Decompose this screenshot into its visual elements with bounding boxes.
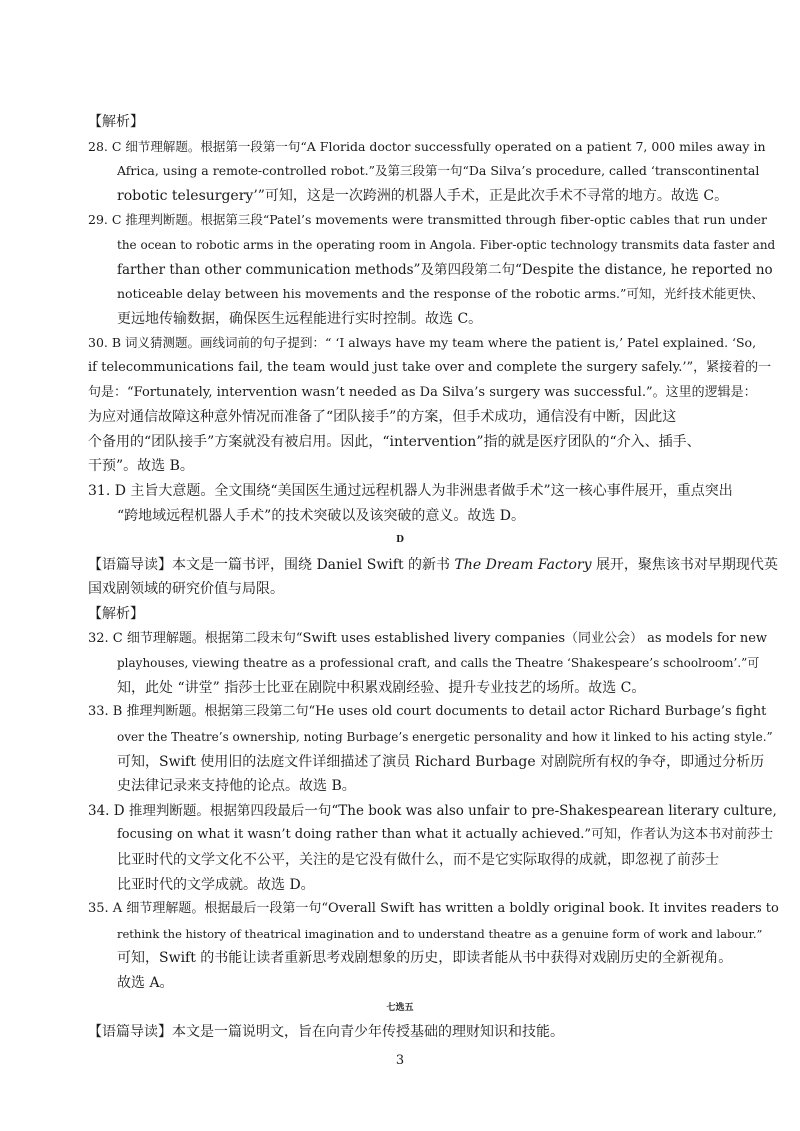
answer-29-line-2: the ocean to robotic arms in the operating room in Angola. Fiber-optic technology transmits data faster and bbox=[117, 238, 776, 252]
answer-31-line-1: 31. D 主旨大意题。全文围绕“美国医生通过远程机器人为非洲患者做手术”这一核心事件展开，重点突出 bbox=[88, 483, 733, 499]
answer-29-line-5: 更远地传输数据，确保医生远程能进行实时控制。故选 C。 bbox=[117, 311, 483, 327]
section-heading-seven-choose-five: 七选五 bbox=[386, 1003, 414, 1013]
section-label-analysis: 【解析】 bbox=[88, 114, 144, 130]
passage-guide-d-text-b: 展开，聚焦该书对早期现代英 bbox=[595, 557, 778, 573]
passage-guide-d-line-1 bbox=[88, 555, 778, 575]
answer-29-line-3: farther than other communication methods”及第四段第二句“Despite the distance, he reported no bbox=[117, 262, 773, 278]
book-title: The Dream Factory bbox=[454, 557, 592, 573]
answer-35-line-4: 故选 A。 bbox=[117, 975, 174, 991]
answer-29-line-1: 29. C 推理判断题。根据第三段“Patel’s movements were transmitted through fiber-optic cables that run under bbox=[88, 212, 767, 227]
answer-30-line-5: 个备用的“团队接手”方案就没有被启用。因此，“intervention”指的就是医疗团队的“介入、插手、 bbox=[88, 434, 701, 450]
answer-30-line-2: if telecommunications fail, the team would just take over and complete the surgery safely.’”，紧接着的一 bbox=[88, 360, 772, 375]
page-number: 3 bbox=[395, 1053, 405, 1068]
answer-33-line-2: over the Theatre’s ownership, noting Burbage’s energetic personality and how it linked to his acting style.” bbox=[117, 730, 773, 744]
answer-28-line-2: Africa, using a remote-controlled robot.”及第三段第一句“Da Silva’s procedure, called ‘transcontinental bbox=[117, 163, 760, 178]
passage-guide-seven-five: 【语篇导读】本文是一篇说明文，旨在向青少年传授基础的理财知识和技能。 bbox=[88, 1024, 564, 1040]
answer-32-line-1: 32. C 细节理解题。根据第二段末句“Swift uses established livery companies（同业公会） as models for new bbox=[88, 631, 768, 646]
answer-35-line-1: 35. A 细节理解题。根据最后一段第一句“Overall Swift has written a boldly original book. It invites readers to bbox=[88, 901, 779, 916]
answer-34-line-4: 比亚时代的文学成就。故选 D。 bbox=[117, 877, 315, 893]
answer-32-line-2: playhouses, viewing theatre as a professional craft, and calls the Theatre ‘Shakespeare’s schoolroom’.”可 bbox=[117, 656, 760, 670]
answer-30-line-4: 为应对通信故障这种意外情况而准备了“团队接手”的方案，但手术成功，通信没有中断，因此这 bbox=[88, 409, 677, 425]
answer-33-line-1: 33. B 推理判断题。根据第三段第二句“He uses old court documents to detail actor Richard Burbage’s fight bbox=[88, 704, 767, 719]
answer-28-line-3: robotic telesurgery’”可知，这是一次跨洲的机器人手术，正是此次手术不寻常的地方。故选 C。 bbox=[117, 188, 729, 204]
answer-34-line-2: focusing on what it wasn’t doing rather than what it actually achieved.”可知，作者认为这本书对前莎士 bbox=[117, 827, 774, 842]
answer-34-line-1: 34. D 推理判断题。根据第四段最后一句“The book was also unfair to pre-Shakespearean literary culture, bbox=[88, 803, 777, 819]
section-heading-d: D bbox=[396, 535, 404, 545]
answer-30-line-6: 干预”。故选 B。 bbox=[88, 458, 194, 474]
answer-32-line-3: 知，此处 “讲堂” 指莎士比亚在剧院中积累戏剧经验、提升专业技艺的场所。故选 C。 bbox=[117, 680, 646, 696]
section-label-analysis-2: 【解析】 bbox=[88, 606, 144, 622]
passage-guide-d-line-2: 国戏剧领域的研究价值与局限。 bbox=[88, 581, 284, 597]
answer-33-line-4: 史法律记录来支持他的论点。故选 B。 bbox=[117, 778, 356, 794]
answer-33-line-3: 可知，Swift 使用旧的法庭文件详细描述了演员 Richard Burbage 对剧院所有权的争夺，即通过分析历 bbox=[117, 754, 765, 770]
answer-29-line-4: noticeable delay between his movements and the response of the robotic arms.”可知，光纤技术能更快、 bbox=[117, 286, 764, 301]
answer-35-line-3: 可知，Swift 的书能让读者重新思考戏剧想象的历史，即读者能从书中获得对戏剧历史的全新视角。 bbox=[117, 950, 733, 966]
answer-35-line-2: rethink the history of theatrical imagination and to understand theatre as a genuine form of work and labour.” bbox=[117, 927, 763, 941]
answer-31-line-2: “跨地域远程机器人手术”的技术突破以及该突破的意义。故选 D。 bbox=[117, 508, 525, 524]
passage-guide-d-text-a: 【语篇导读】本文是一篇书评，围绕 Daniel Swift 的新书 bbox=[88, 557, 451, 573]
answer-34-line-3: 比亚时代的文学文化不公平，关注的是它没有做什么，而不是它实际取得的成就，即忽视了前莎士 bbox=[117, 852, 719, 868]
answer-28-line-1: 28. C 细节理解题。根据第一段第一句“A Florida doctor successfully operated on a patient 7, 000 miles away in bbox=[88, 139, 766, 154]
answer-30-line-1: 30. B 词义猜测题。画线词前的句子提到：“ ‘I always have my team where the patient is,’ Patel explained. ‘So, bbox=[88, 335, 757, 350]
answer-30-line-3: 句是：“Fortunately, intervention wasn’t needed as Da Silva’s surgery was successful.”。这里的逻辑是： bbox=[88, 385, 757, 400]
